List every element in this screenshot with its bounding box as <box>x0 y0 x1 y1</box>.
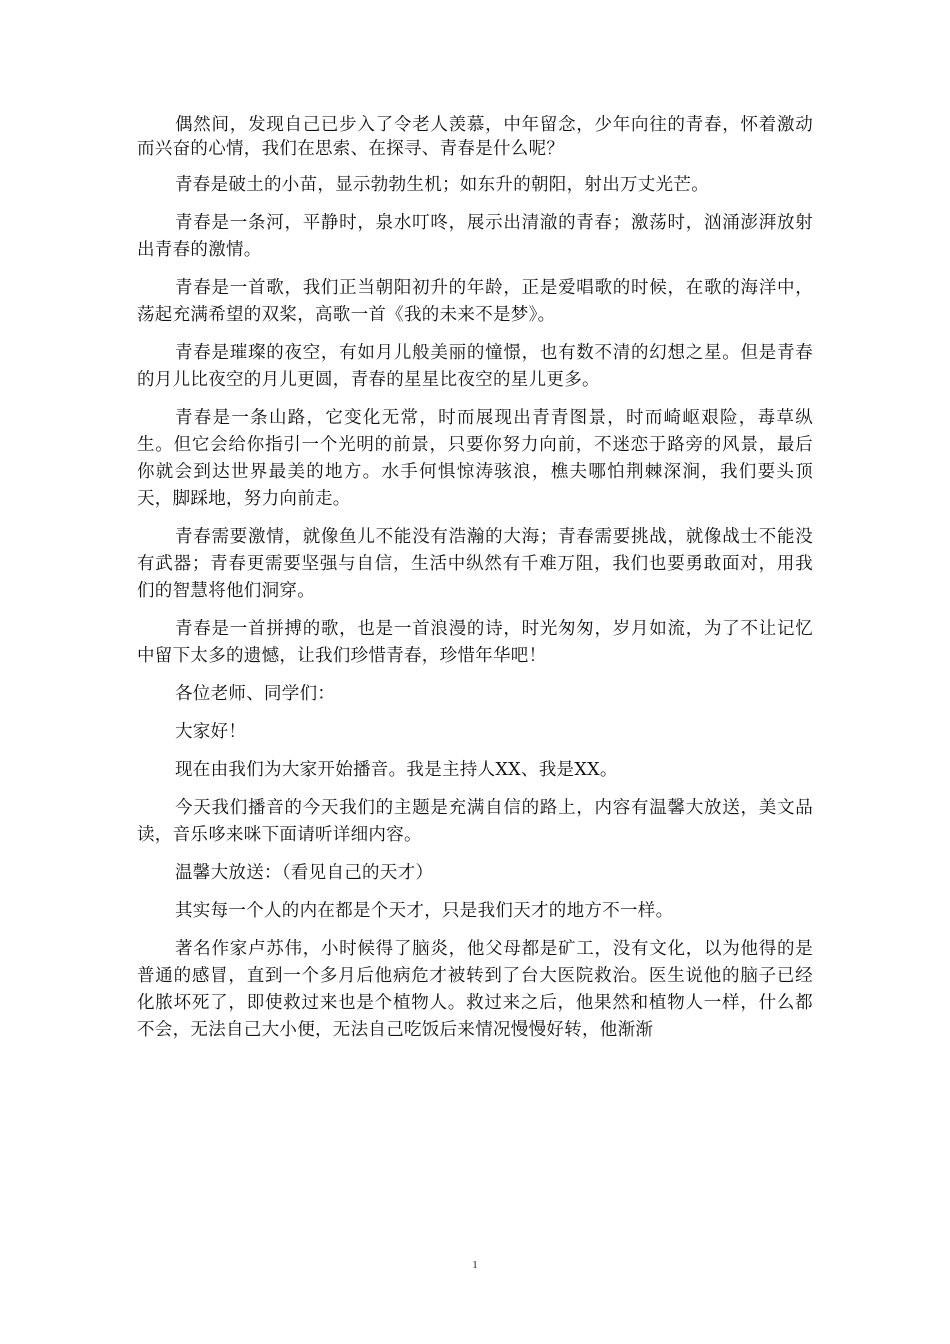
paragraph: 著名作家卢苏伟，小时候得了脑炎，他父母都是矿工，没有文化，以为他得的是普通的感冒，直到一个多月后他病危才被转到了台大医院救治。医生说他的脑子已经化脓坏死了，即使救过来也是个植物人。救过来之后，他果然和植物人一样，什么都不会，无法自己大小便，无法自己吃饭后来情况慢慢好转，他渐渐 <box>137 939 813 1040</box>
paragraph: 各位老师、同学们： <box>175 684 336 704</box>
paragraph: 现在由我们为大家开始播音。我是主持人XX、我是XX。 <box>175 760 618 780</box>
document-body <box>137 113 813 1055</box>
paragraph: 偶然间，发现自己已步入了令老人羡慕，中年留念，少年向往的青春，怀着激动而兴奋的心情，我们在思索、在探寻、青春是什么呢？ <box>137 115 813 159</box>
paragraph: 其实每一个人的内在都是个天才，只是我们天才的地方不一样。 <box>175 901 674 921</box>
paragraph: 青春是一首歌，我们正当朝阳初升的年龄，正是爱唱歌的时候，在歌的海洋中，荡起充满希望的双桨，高歌一首《我的未来不是梦》。 <box>137 278 813 325</box>
paragraph: 青春是璀璨的夜空，有如月儿般美丽的憧憬，也有数不清的幻想之星。但是青春的月儿比夜空的月儿更圆，青春的星星比夜空的星儿更多。 <box>137 343 813 390</box>
paragraph: 温馨大放送：（看见自己的天才） <box>175 863 434 883</box>
page-number: 1 <box>472 1259 478 1271</box>
paragraph: 青春是破土的小苗，显示勃勃生机；如东升的朝阳，射出万丈光芒。 <box>175 175 709 195</box>
paragraph: 青春需要激情，就像鱼儿不能没有浩瀚的大海；青春需要挑战，就像战士不能没有武器；青春更需要坚强与自信，生活中纵然有千难万阻，我们也要勇敢面对，用我们的智慧将他们洞穿。 <box>137 527 813 601</box>
paragraph: 今天我们播音的今天我们的主题是充满自信的路上，内容有温馨大放送，美文品读，音乐哆来咪下面请听详细内容。 <box>137 798 813 845</box>
paragraph: 青春是一条河，平静时，泉水叮咚，展示出清澈的青春；激荡时，汹涌澎湃放射出青春的激情。 <box>137 213 813 260</box>
paragraph: 青春是一首拼搏的歌，也是一首浪漫的诗，时光匆匆，岁月如流，为了不让记忆中留下太多的遗憾，让我们珍惜青春，珍惜年华吧！ <box>137 619 813 666</box>
paragraph: 大家好！ <box>175 722 247 742</box>
paragraph: 青春是一条山路，它变化无常，时而展现出青青图景，时而崎岖艰险，毒草纵生。但它会给你指引一个光明的前景，只要你努力向前，不迷恋于路旁的风景，最后你就会到达世界最美的地方。水手何惧惊涛骇浪，樵夫哪怕荆棘深涧，我们要头顶天，脚踩地，努力向前走。 <box>137 408 813 509</box>
